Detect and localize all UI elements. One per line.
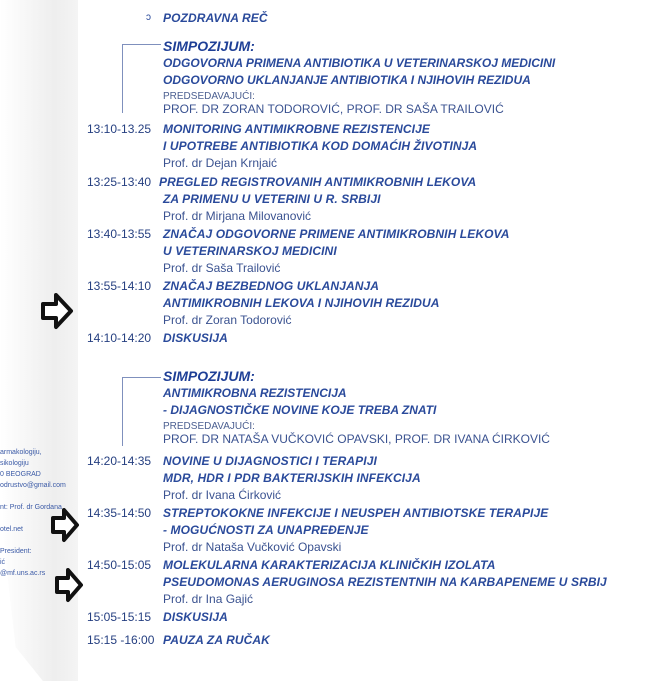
time-slot: 13:40-13:55 (87, 227, 152, 241)
talk-title-line: - MOGUĆNOSTI ZA UNAPREĐENJE (163, 523, 369, 537)
speaker: Prof. dr Zoran Todorović (163, 313, 292, 327)
side-note-line: nt: Prof. dr Gordana (0, 504, 62, 511)
symposium-title-line: - DIJAGNOSTIČKE NOVINE KOJE TREBA ZNATI (163, 403, 437, 417)
right-arrow-icon (54, 567, 84, 603)
chairs: PROF. DR ZORAN TODOROVIĆ, PROF. DR SAŠA TRAILOVIĆ (163, 102, 504, 116)
side-note-line: ić (0, 559, 6, 566)
talk-title-line: ZA PRIMENU U VETERINI U R. SRBIJI (163, 192, 381, 206)
side-note-line: otel.net (0, 526, 23, 533)
talk-title-line: U VETERINARSKOJ MEDICINI (163, 244, 337, 258)
speaker: Prof. dr Dejan Krnjaić (163, 156, 278, 170)
talk-title-line: STREPTOKOKNE INFEKCIJE I NEUSPEH ANTIBIOTSKE TERAPIJE (163, 506, 549, 520)
right-arrow-icon (50, 507, 80, 543)
speaker: Prof. dr Ivana Ćirković (163, 488, 282, 502)
symposium-title-line: ODGOVORNO UKLANJANJE ANTIBIOTIKA I NJIHOVIH REZIDUA (163, 73, 531, 87)
talk-title-line: PSEUDOMONAS AERUGINOSA REZISTENTNIH NA KARBAPENEME U SRBIJ (163, 575, 607, 589)
symposium-heading: SIMPOZIJUM: (163, 38, 255, 54)
speaker: Prof. dr Saša Trailović (163, 261, 281, 275)
side-note-line: @mf.uns.ac.rs (0, 570, 46, 577)
chairs: PROF. DR NATAŠA VUČKOVIĆ OPAVSKI, PROF. DR IVANA ĆIRKOVIĆ (163, 432, 550, 446)
talk-title-line: MONITORING ANTIMIKROBNE REZISTENCIJE (163, 122, 430, 136)
symposium-bracket (122, 377, 161, 446)
side-note-line: odrustvo@gmail.com (0, 482, 66, 489)
side-note-line: sikologiju (0, 460, 29, 467)
symposium-bracket (122, 44, 161, 113)
chair-label: PREDSEDAVAJUĆI: (163, 91, 255, 102)
time-slot: 14:50-15:05 (87, 558, 152, 572)
time-slot: 15:05-15:15 (87, 610, 152, 624)
symposium-title-line: ANTIMIKROBNA REZISTENCIJA (163, 386, 347, 400)
talk-title-line: DISKUSIJA (163, 610, 228, 624)
talk-title-line: MDR, HDR I PDR BAKTERIJSKIH INFEKCIJA (163, 471, 421, 485)
speaker: Prof. dr Mirjana Milovanović (163, 209, 312, 223)
symposium-heading: SIMPOZIJUM: (163, 368, 255, 384)
time-slot: 13:55-14:10 (87, 279, 152, 293)
time-slot: 14:20-14:35 (87, 454, 152, 468)
talk-title-line: PREGLED REGISTROVANIH ANTIMIKROBNIH LEKOVA (159, 175, 477, 189)
side-note-line (0, 491, 80, 502)
cut-off-time-fragment: ɔ (146, 12, 151, 23)
time-slot: 13:10-13.25 (87, 122, 152, 136)
talk-title-line: I UPOTREBE ANTIBIOTIKA KOD DOMAĆIH ŽIVOTINJA (163, 139, 478, 153)
time-slot: 15:15 -16:00 (87, 633, 155, 647)
side-note-line: 0 BEOGRAD (0, 471, 41, 478)
talk-title-line: NOVINE U DIJAGNOSTICI I TERAPIJI (163, 454, 377, 468)
symposium-title-line: ODGOVORNA PRIMENA ANTIBIOTIKA U VETERINARSKOJ MEDICINI (163, 56, 556, 70)
talk-title-line: ANTIMIKROBNIH LEKOVA I NJIHOVIH REZIDUA (163, 296, 440, 310)
side-note-line: armakologiju, (0, 449, 42, 456)
time-slot: 14:10-14:20 (87, 331, 152, 345)
talk-title-line: ZNAČAJ ODGOVORNE PRIMENE ANTIMIKROBNIH LEKOVA (163, 227, 510, 241)
talk-title-line: MOLEKULARNA KARAKTERIZACIJA KLINIČKIH IZOLATA (163, 558, 496, 572)
speaker: Prof. dr Nataša Vučković Opavski (163, 540, 342, 554)
opening-title: POZDRAVNA REČ (163, 11, 268, 25)
talk-title-line: PAUZA ZA RUČAK (163, 633, 270, 647)
talk-title-line: DISKUSIJA (163, 331, 228, 345)
right-arrow-icon (40, 292, 74, 330)
talk-title-line: ZNAČAJ BEZBEDNOG UKLANJANJA (163, 279, 380, 293)
time-slot: 14:35-14:50 (87, 506, 152, 520)
side-note-line: President: (0, 548, 32, 555)
speaker: Prof. dr Ina Gajić (163, 592, 254, 606)
chair-label: PREDSEDAVAJUĆI: (163, 421, 255, 432)
time-slot: 13:25-13:40 (87, 175, 152, 189)
